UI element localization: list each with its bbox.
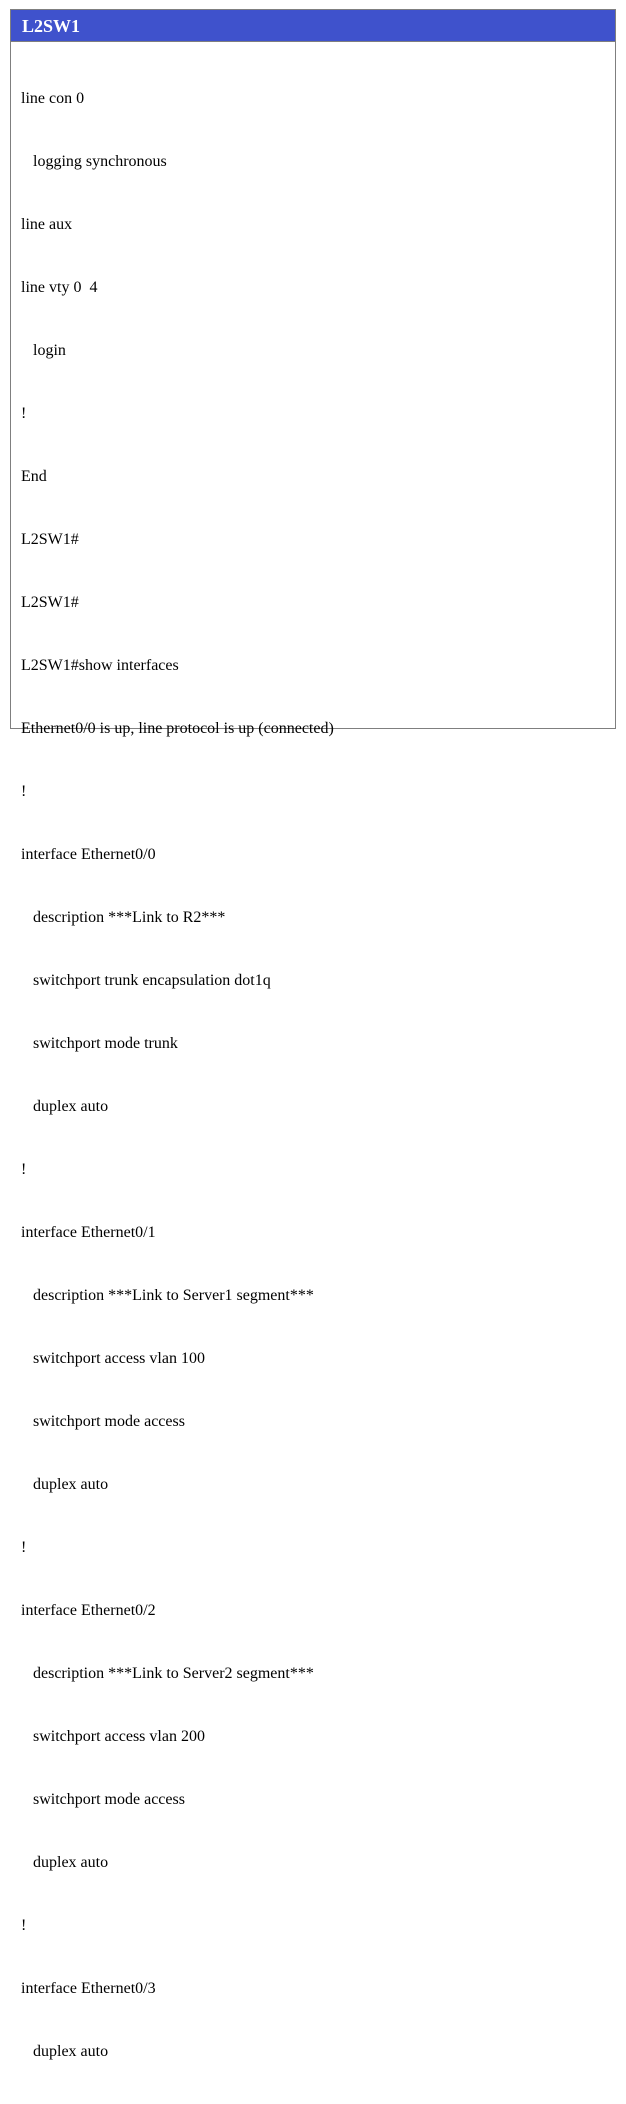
console-line: duplex auto (21, 2043, 109, 2060)
console-line: ! (21, 1161, 27, 1178)
console-line: login (21, 342, 66, 359)
console-line: duplex auto (21, 1098, 109, 1115)
console-line: line vty 0 4 (21, 279, 98, 296)
console-line: switchport access vlan 200 (21, 1728, 205, 1745)
console-line: logging synchronous (21, 153, 167, 170)
console-line: ! (21, 405, 27, 422)
console-line: duplex auto (21, 1476, 109, 1493)
console-line: line aux (21, 216, 73, 233)
console-line: description ***Link to Server2 segment*** (21, 1665, 314, 1682)
console-prompt-line: L2SW1# (21, 531, 79, 548)
console-line: description ***Link to Server1 segment*** (21, 1287, 314, 1304)
console-line: End (21, 468, 47, 485)
console-line: line con 0 (21, 90, 85, 107)
console-command-line: L2SW1#show interfaces (21, 657, 179, 674)
console-line: switchport mode access (21, 1413, 185, 1430)
console-line: interface Ethernet0/3 (21, 1980, 156, 1997)
console-line: interface Ethernet0/0 (21, 846, 156, 863)
console-line: switchport trunk encapsulation dot1q (21, 972, 271, 989)
console-line: switchport mode trunk (21, 1035, 178, 1052)
console-line: interface Ethernet0/1 (21, 1224, 156, 1241)
console-line: ! (21, 1539, 27, 1556)
console-line: switchport access vlan 100 (21, 1350, 205, 1367)
terminal-window (10, 9, 616, 2060)
console-line: Ethernet0/0 is up, line protocol is up (connected) (21, 720, 334, 737)
console-line: interface Ethernet0/2 (21, 1602, 156, 1619)
console-line: ! (21, 783, 27, 800)
window-title: L2SW1 (11, 10, 615, 42)
console-line: ! (21, 1917, 27, 1934)
console-output[interactable] (11, 42, 615, 2104)
console-line: switchport mode access (21, 1791, 185, 1808)
console-prompt-line: L2SW1# (21, 594, 79, 611)
console-line: duplex auto (21, 1854, 109, 1871)
console-line: description ***Link to R2*** (21, 909, 226, 926)
